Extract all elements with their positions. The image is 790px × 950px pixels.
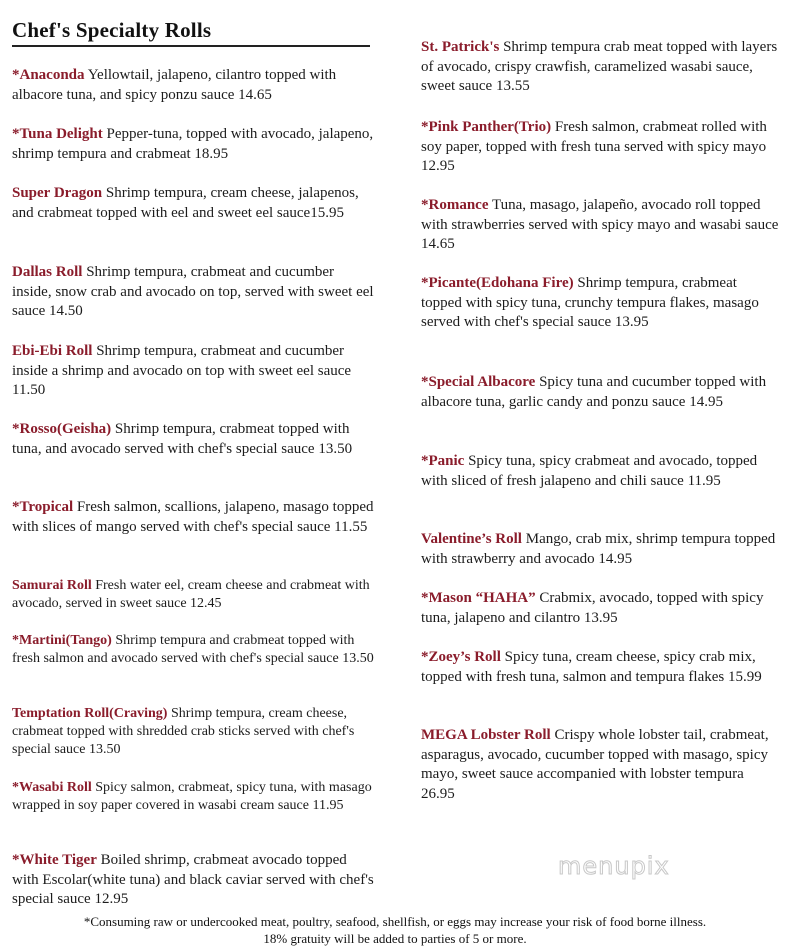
item-name: *Romance xyxy=(421,197,489,213)
menu-item-rosso-geisha xyxy=(12,420,374,459)
menu-item-temptation-roll xyxy=(12,705,374,759)
item-name: *Pink Panther(Trio) xyxy=(421,119,552,135)
item-name: *Zoey’s Roll xyxy=(421,649,501,665)
menu-item-pink-panther xyxy=(421,118,781,177)
item-name: *Martini(Tango) xyxy=(12,633,112,648)
item-name: Valentine’s Roll xyxy=(421,531,522,547)
item-name: *White Tiger xyxy=(12,852,97,868)
item-name: MEGA Lobster Roll xyxy=(421,727,551,743)
item-description: Spicy tuna, cream cheese, spicy crab mix, topped with fresh tuna, salmon and tempura flakes 15.99 xyxy=(421,649,762,685)
menu-item-tuna-delight xyxy=(12,125,374,164)
gratuity-note: 18% gratuity will be added to parties of 5 or more. xyxy=(263,931,527,946)
item-description: Spicy tuna and cucumber topped with albacore tuna, garlic candy and ponzu sauce 14.95 xyxy=(421,374,767,410)
item-name: Samurai Roll xyxy=(12,578,92,593)
item-description: Yellowtail, jalapeno, cilantro topped with albacore tuna, and spicy ponzu sauce 14.65 xyxy=(12,67,337,103)
item-name: *Panic xyxy=(421,453,465,469)
item-description: Shrimp tempura, crabmeat and cucumber inside a shrimp and avocado on top with sweet eel sauce 11.50 xyxy=(12,343,352,398)
menu-item-romance xyxy=(421,196,781,255)
menu-item-martini-tango xyxy=(12,632,374,668)
title-underline xyxy=(12,45,370,47)
item-description: Crispy whole lobster tail, crabmeat, asparagus, avocado, cucumber topped with masago, spicy mayo, sweet sauce accompanied with lobster tempura 26.95 xyxy=(421,727,769,802)
item-description: Boiled shrimp, crabmeat avocado topped with Escolar(white tuna) and black caviar served with chef's special sauce 12.95 xyxy=(12,852,374,907)
item-description: Tuna, masago, jalapeño, avocado roll topped with strawberries served with spicy mayo and wasabi sauce 14.65 xyxy=(421,197,779,252)
item-name: St. Patrick's xyxy=(421,39,500,55)
menu-item-super-dragon xyxy=(12,184,374,223)
menu-item-mason-haha xyxy=(421,589,781,628)
item-name: Super Dragon xyxy=(12,185,103,201)
item-description: Mango, crab mix, shrimp tempura topped with strawberry and avocado 14.95 xyxy=(421,531,776,567)
menu-item-anaconda xyxy=(12,66,374,105)
menu-item-valentines-roll xyxy=(421,530,781,569)
menu-item-white-tiger xyxy=(12,851,374,910)
menu-item-panic xyxy=(421,452,781,491)
item-description: Shrimp tempura crab meat topped with layers of avocado, crispy crawfish, caramelized wasabi sauce, sweet sauce 13.55 xyxy=(421,39,778,94)
item-name: *Wasabi Roll xyxy=(12,780,92,795)
item-description: Crabmix, avocado, topped with spicy tuna, jalapeno and cilantro 13.95 xyxy=(421,590,764,626)
item-name: Ebi-Ebi Roll xyxy=(12,343,93,359)
item-name: *Special Albacore xyxy=(421,374,536,390)
item-description: Spicy tuna, spicy crabmeat and avocado, topped with sliced of fresh jalapeno and chili sauce 11.95 xyxy=(421,453,758,489)
item-name: Temptation Roll(Craving) xyxy=(12,706,168,721)
item-description: Shrimp tempura, cream cheese, jalapenos, and crabmeat topped with eel and sweet eel sauce15.95 xyxy=(12,185,359,221)
item-name: *Mason “HAHA” xyxy=(421,590,536,606)
menu-item-special-albacore xyxy=(421,373,781,412)
item-description: Spicy salmon, crabmeat, spicy tuna, with masago wrapped in soy paper covered in wasabi cream sauce 11.95 xyxy=(12,780,372,813)
menu-item-samurai-roll xyxy=(12,577,374,613)
item-description: Fresh salmon, crabmeat rolled with soy paper, topped with fresh tuna served with spicy mayo 12.95 xyxy=(421,119,767,174)
item-description: Shrimp tempura and crabmeat topped with fresh salmon and avocado served with chef's special sauce 13.50 xyxy=(12,633,374,666)
menu-item-tropical xyxy=(12,498,374,537)
item-description: Shrimp tempura, cream cheese, crabmeat topped with shredded crab sticks served with chef's special sauce 13.50 xyxy=(12,706,355,757)
item-description: Fresh water eel, cream cheese and crabmeat with avocado, served in sweet sauce 12.45 xyxy=(12,578,370,611)
item-name: *Picante(Edohana Fire) xyxy=(421,275,574,291)
item-name: *Rosso(Geisha) xyxy=(12,421,112,437)
item-description: Pepper-tuna, topped with avocado, jalapeno, shrimp tempura and crabmeat 18.95 xyxy=(12,126,374,162)
item-description: Fresh salmon, scallions, jalapeno, masago topped with slices of mango served with chef's special sauce 11.55 xyxy=(12,499,374,535)
menu-item-wasabi-roll xyxy=(12,779,374,815)
item-name: Dallas Roll xyxy=(12,264,83,280)
item-description: Shrimp tempura, crabmeat topped with spicy tuna, crunchy tempura flakes, masago served with chef's special sauce 13.95 xyxy=(421,275,759,330)
item-name: *Anaconda xyxy=(12,67,85,83)
item-name: *Tuna Delight xyxy=(12,126,103,142)
menu-item-ebi-ebi-roll xyxy=(12,342,374,401)
page-title: Chef's Specialty Rolls xyxy=(12,18,212,42)
menu-item-picante xyxy=(421,274,781,333)
health-disclaimer: *Consuming raw or undercooked meat, poultry, seafood, shellfish, or eggs may increase your risk of food borne illness. xyxy=(83,914,707,929)
item-name: *Tropical xyxy=(12,499,74,515)
menu-item-dallas-roll xyxy=(12,263,374,322)
menu-item-st-patricks xyxy=(421,38,781,97)
item-description: Shrimp tempura, crabmeat topped with tuna, and avocado served with chef's special sauce 13.50 xyxy=(12,421,353,457)
item-description: Shrimp tempura, crabmeat and cucumber inside, snow crab and avocado on top, served with sweet eel sauce 14.50 xyxy=(12,264,374,319)
watermark-logo: menupix xyxy=(558,852,670,880)
menu-item-mega-lobster-roll xyxy=(421,726,781,804)
menu-item-zoeys-roll xyxy=(421,648,781,687)
